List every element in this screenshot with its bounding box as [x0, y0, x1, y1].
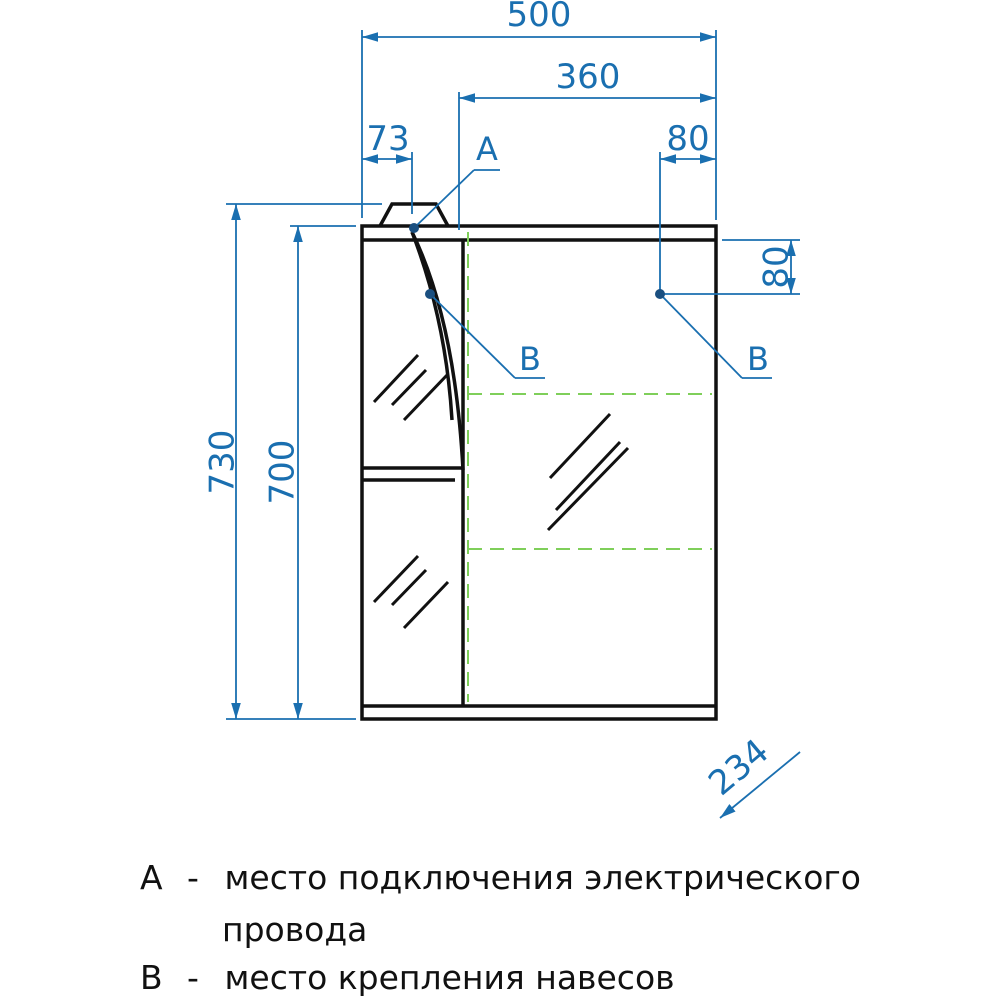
reflection-mark: [374, 355, 418, 402]
legend-b-text: место крепления навесов: [224, 958, 675, 997]
callout-b-right-leader: [660, 294, 742, 378]
callout-b-right-label: B: [747, 340, 769, 378]
legend-b: [140, 958, 675, 997]
dim-700-label: 700: [262, 439, 303, 505]
callout-b-left-label: B: [519, 340, 541, 378]
cabinet-body: [362, 226, 716, 719]
dim-500-label: 500: [506, 0, 572, 35]
dim-73-label: 73: [366, 119, 410, 159]
reflection-mark: [404, 582, 448, 628]
callout-a-label: A: [476, 130, 498, 168]
reflection-mark: [374, 556, 418, 602]
legend-b-key: B: [140, 958, 163, 997]
dim-80-top-label: 80: [666, 119, 710, 159]
reflection-mark: [550, 414, 610, 478]
legend-a-continuation: [222, 910, 367, 949]
mounting-points: [409, 223, 665, 299]
reflection-mark: [556, 442, 620, 510]
legend-a-text-cont: провода: [222, 910, 368, 949]
hanger-point-right: [655, 289, 665, 299]
reflection-mark: [404, 374, 448, 420]
hanger-point-left: [425, 289, 435, 299]
dim-360-label: 360: [555, 57, 621, 97]
legend-a-text: место подключения электрического: [224, 858, 861, 897]
mirror-reflection-marks: [374, 355, 628, 628]
light-fixture: [380, 204, 448, 226]
cabinet-outline: [362, 204, 716, 719]
outlet-point-a: [409, 223, 419, 233]
legend-a-dash: -: [187, 858, 199, 897]
reflection-mark: [392, 570, 426, 605]
dim-730-label: 730: [202, 429, 243, 495]
dimension-lines: [226, 30, 800, 818]
legend-a: [140, 858, 861, 897]
legend-b-dash: -: [187, 958, 199, 997]
legend-a-key: A: [140, 858, 163, 897]
hidden-shelves: [468, 232, 712, 702]
dim-80-side-label: 80: [756, 245, 797, 289]
reflection-mark: [548, 448, 628, 530]
curved-door-edge: [412, 232, 463, 470]
dim-234-label: 234: [701, 731, 777, 804]
